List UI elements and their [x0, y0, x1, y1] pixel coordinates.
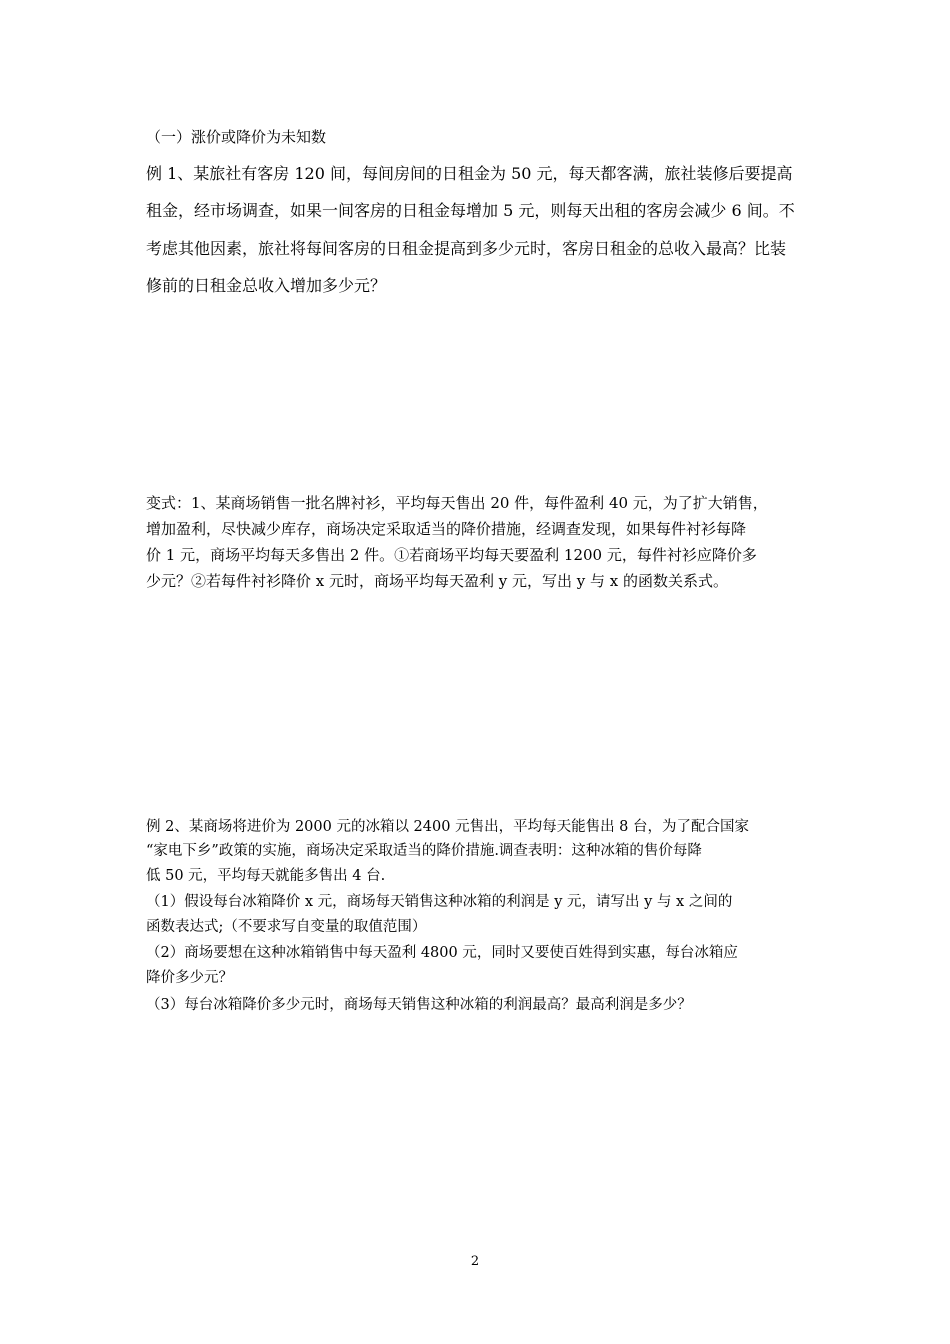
example-1-line: 修前的日租金总收入增加多少元？ [146, 276, 387, 295]
example-2-question-3: （3）每台冰箱降价多少元时，商场每天销售这种冰箱的利润最高？最高利润是多少？ [146, 997, 692, 1013]
variant-1-line: 变式：1、某商场销售一批名牌衬衫，平均每天售出 20 件，每件盈利 40 元，为了扩大销售， [146, 494, 768, 512]
example-2-line: 降价多少元？ [146, 970, 233, 986]
example-1-line: 考虑其他因素，旅社将每间客房的日租金提高到多少元时，客房日租金的总收入最高？比装 [146, 239, 787, 258]
page-number: 2 [470, 1254, 480, 1269]
example-2-line: 函数表达式;（不要求写自变量的取值范围） [146, 919, 427, 935]
example-1-line: 例 1、某旅社有客房 120 间，每间房间的日租金为 50 元，每天都客满，旅社装修后要提高 [146, 164, 793, 183]
example-2-question-2: （2）商场要想在这种冰箱销售中每天盈利 4800 元，同时又要使百姓得到实惠，每台冰箱应 [146, 945, 738, 961]
variant-1-line: 少元？②若每件衬衫降价 x 元时，商场平均每天盈利 y 元，写出 y 与 x 的函数关系式。 [146, 572, 729, 590]
variant-1-line: 增加盈利，尽快减少库存，商场决定采取适当的降价措施，经调查发现，如果每件衬衫每降 [146, 520, 747, 538]
example-2-line: “家电下乡”政策的实施，商场决定采取适当的降价措施.调查表明：这种冰箱的售价每降 [146, 843, 702, 859]
section-title: （一）涨价或降价为未知数 [146, 128, 327, 146]
example-2-question-1: （1）假设每台冰箱降价 x 元，商场每天销售这种冰箱的利润是 y 元，请写出 y 与 x 之间的 [146, 894, 733, 910]
variant-1-line: 价 1 元，商场平均每天多售出 2 件。①若商场平均每天要盈利 1200 元，每件衬衫应降价多 [146, 546, 757, 564]
example-1-line: 租金，经市场调查，如果一间客房的日租金每增加 5 元，则每天出租的客房会减少 6 间。不 [146, 201, 795, 220]
example-2-line: 例 2、某商场将进价为 2000 元的冰箱以 2400 元售出，平均每天能售出 8 台，为了配合国家 [146, 819, 750, 835]
example-2-line: 低 50 元，平均每天就能多售出 4 台. [146, 868, 386, 884]
